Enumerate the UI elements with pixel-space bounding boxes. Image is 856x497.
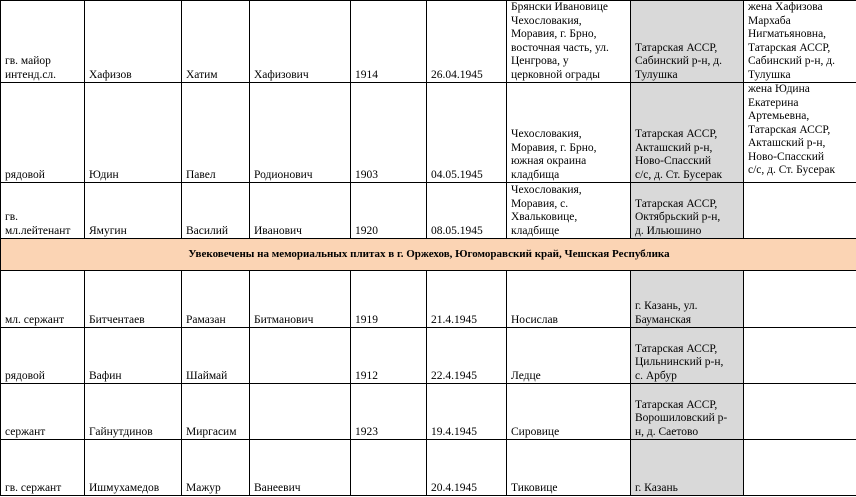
cell-line: Чехословакия, [511,184,582,196]
name-cell: Павел [182,83,250,183]
relatives-cell [744,328,856,384]
cell-line: Акташский р-н, [748,137,826,149]
death-date-cell: 04.05.1945 [427,83,507,183]
cell-line: Бауманская [635,313,692,326]
origin-cell [631,440,744,496]
cell-line: Сабинский р-н, д. [748,55,836,67]
burial-place-cell [507,384,631,440]
birth-year-cell: 1914 [351,1,427,83]
rank-cell: гв. сержант [1,440,85,496]
rank-cell: гв. мл.лейтенант [1,183,85,239]
cell-line: Татарская АССР, [635,342,718,355]
cell-line: Ново-Спасский [635,155,712,167]
patronymic-cell [250,384,351,440]
cell-line: Екатерина [748,96,799,109]
cell-line: н, д. Саетово [635,425,699,438]
table-row [1,440,856,496]
surname-cell: Ямугин [85,183,182,239]
death-date-cell: 19.4.1945 [427,384,507,440]
cell-line: Татарская АССР, [635,398,718,411]
cell-line: Моравия, г. Брно, [511,141,597,154]
origin-cell [631,1,744,83]
birth-year-cell [351,440,427,496]
rank-cell: рядовой [1,328,85,384]
name-cell: Мажур [182,440,250,496]
rank-cell: мл. сержант [1,271,85,328]
table-row [1,183,856,239]
relatives-cell [744,83,856,183]
surname-cell: Вафин [85,328,182,384]
cell-line: Сабинский р-н, д. [635,55,723,67]
cell-line: церковной ограды [511,68,601,81]
cell-line: Татарская АССР, [748,123,831,136]
relatives-cell [744,384,856,440]
cell-line: жена Юдина [748,83,810,95]
cell-line: кладбища [511,168,560,181]
relatives-cell [744,1,856,83]
rank-cell: гв. майор интенд.сл. [1,1,85,83]
patronymic-cell: Иванович [250,183,351,239]
name-cell: Рамазан [182,271,250,328]
birth-year-cell: 1919 [351,271,427,328]
cell-line: г. Казань [635,481,678,494]
rank-cell: сержант [1,384,85,440]
cell-line: Татарская АССР, [748,41,831,54]
name-cell: Василий [182,183,250,239]
birth-year-cell: 1912 [351,328,427,384]
patronymic-cell: Родионович [250,83,351,183]
cell-line: Сировице [511,425,560,438]
death-date-cell: 20.4.1945 [427,440,507,496]
cell-line: кладбище [511,224,560,237]
cell-line: Цильнинский р-н, [635,356,724,368]
surname-cell: Гайнутдинов [85,384,182,440]
table-row [1,384,856,440]
cell-line: Моравия, с. [511,197,569,210]
cell-line: с/с, д. Ст. Бусерак [635,168,723,181]
cell-line: д. Ильюшино [635,224,702,237]
surname-cell: Юдин [85,83,182,183]
cell-line: Носислав [511,313,558,326]
section-banner-row [1,239,856,271]
surname-cell: Ишмухамедов [85,440,182,496]
patronymic-cell: Ванеевич [250,440,351,496]
cell-line: с. Арбур [635,369,677,382]
cell-line: Ворошиловский р- [635,412,728,424]
birth-year-cell: 1920 [351,183,427,239]
rank-cell: рядовой [1,83,85,183]
cell-line: Тиковице [511,481,558,494]
patronymic-cell: Хафизович [250,1,351,83]
cell-line: жена Хафизова [748,1,823,13]
cell-line: Хвальковице, [511,211,578,223]
cell-line: Татарская АССР, [635,41,718,54]
cell-line: Чехословакия, [511,128,582,140]
cell-line: южная окраина [511,155,587,167]
cell-line: Нигматьяновна, [748,28,827,40]
origin-cell [631,183,744,239]
surname-cell: Хафизов [85,1,182,83]
cell-line: Татарская АССР, [635,128,718,140]
cell-line: Октябрьский р-н, [635,211,721,223]
cell-line: с/с, д. Ст. Бусерак [748,164,836,176]
relatives-cell [744,271,856,328]
origin-cell [631,384,744,440]
origin-cell [631,83,744,183]
burial-place-cell [507,328,631,384]
burial-place-cell [507,271,631,328]
death-date-cell: 26.04.1945 [427,1,507,83]
cell-line: Тулушка [748,68,791,81]
birth-year-cell: 1903 [351,83,427,183]
table-row [1,271,856,328]
section-banner: Увековечены на мемориальных плитах в г. Оржехов, Югоморавский край, Чешская Республика [1,239,856,271]
burial-place-cell [507,1,631,83]
table-row [1,328,856,384]
name-cell: Шаймай [182,328,250,384]
origin-cell [631,271,744,328]
death-date-cell: 22.4.1945 [427,328,507,384]
death-date-cell: 08.05.1945 [427,183,507,239]
cell-line: Моравия, г. Брно, [511,28,597,40]
table-row [1,83,856,183]
patronymic-cell: Битманович [250,271,351,328]
cell-line: Чехословакия, [511,14,582,27]
cell-line: Ново-Спасский [748,150,825,163]
cell-line: Тулушка [635,68,678,81]
cell-line: Акташский р-н, [635,141,713,154]
burial-place-cell [507,440,631,496]
cell-line: Брянски Ивановице [511,1,608,13]
burial-place-cell [507,183,631,239]
cell-line: Ценгрова, у [511,55,569,67]
cell-line: восточная часть, ул. [511,41,609,54]
surname-cell: Битчентаев [85,271,182,328]
name-cell: Хатим [182,1,250,83]
cell-line: Мархаба [748,14,791,27]
cell-line: Артемьевна, [748,110,810,122]
cell-line: Татарская АССР, [635,197,718,210]
burial-place-cell [507,83,631,183]
patronymic-cell [250,328,351,384]
relatives-cell [744,183,856,239]
origin-cell [631,328,744,384]
table-row [1,1,856,83]
birth-year-cell: 1923 [351,384,427,440]
cell-line: г. Казань, ул. [635,300,698,312]
table-body [1,1,856,496]
cell-line: Ледце [511,369,541,382]
name-cell: Миргасим [182,384,250,440]
relatives-cell [744,440,856,496]
death-date-cell: 21.4.1945 [427,271,507,328]
